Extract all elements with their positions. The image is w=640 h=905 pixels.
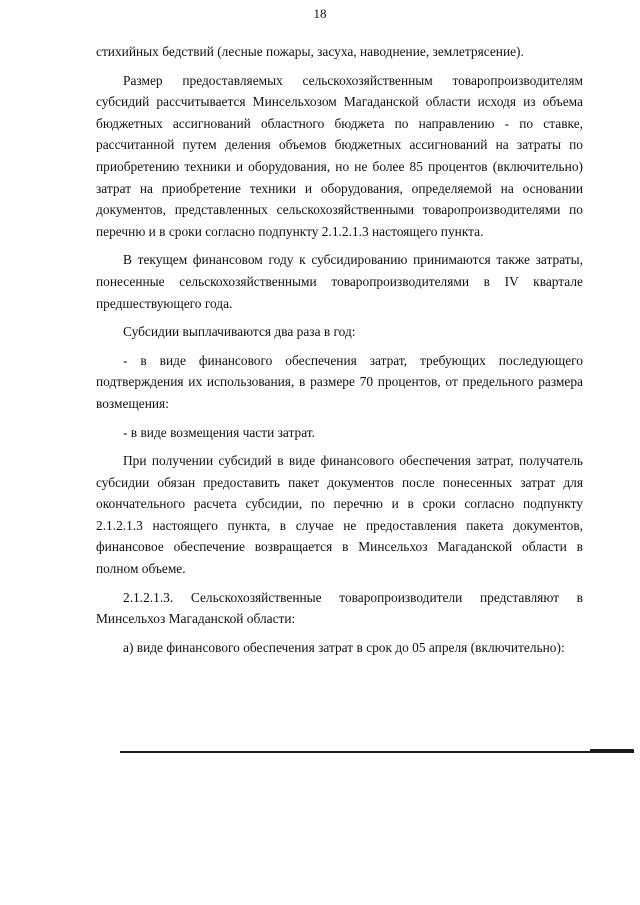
paragraph-continuation: стихийных бедствий (лесные пожары, засуха, наводнение, землетрясение). xyxy=(96,44,524,59)
list-item-cost-reimbursement: - в виде возмещения части затрат. xyxy=(123,424,315,440)
horizontal-rule xyxy=(120,751,634,753)
horizontal-rule-end xyxy=(590,749,634,752)
paragraph-subclause-a: а) виде финансового обеспечения затрат в срок до 05 апреля (включительно): xyxy=(123,639,565,655)
paragraph-clause-2-1-2-1-3: 2.1.2.1.3. Сельскохозяйственные товаропроизводители представляют в Минсельхоз Магаданской области: xyxy=(96,589,583,627)
paragraph-prior-quarter-costs: В текущем финансовом году к субсидированию принимаются также затраты, понесенные сельскохозяйственными товаропроизводителями в IV квартале предшествующего года. xyxy=(96,252,583,311)
list-item-financial-support: - в виде финансового обеспечения затрат, требующих последующего подтверждения их использования, в размере 70 процентов, от предельного размера возмещения: xyxy=(96,352,583,411)
paragraph-subsidy-amount: Размер предоставляемых сельскохозяйственным товаропроизводителям субсидий рассчитывается Минсельхозом Магаданской области исходя из объема бюджетных ассигнований областного бюджета по направлению - по ставке, рассчитанной путем деления объемов бюджетных ассигнований на затраты по приобретению техники и оборудования, но не более 85 процентов (включительно) затрат на приобретение техники и оборудования, определяемой на основании документов, представленных сельскохозяйственными товаропроизводителями по перечню и в сроки согласно подпункту 2.1.2.1.3 настоящего пункта. xyxy=(96,72,583,239)
page-number: 18 xyxy=(313,6,327,21)
paragraph-payment-schedule: Субсидии выплачиваются два раза в год: xyxy=(123,324,356,340)
paragraph-recipient-obligations: При получении субсидий в виде финансового обеспечения затрат, получатель субсидии обязан предоставить пакет документов после понесенных затрат для окончательного расчета субсидии, по перечню и в сроки согласно подпункту 2.1.2.1.3 настоящего пункта, в случае не предоставления пакета документов, финансовое обеспечение возвращается в Минсельхоз Магаданской области в полном объеме. xyxy=(96,453,583,577)
document-body xyxy=(96,41,583,665)
